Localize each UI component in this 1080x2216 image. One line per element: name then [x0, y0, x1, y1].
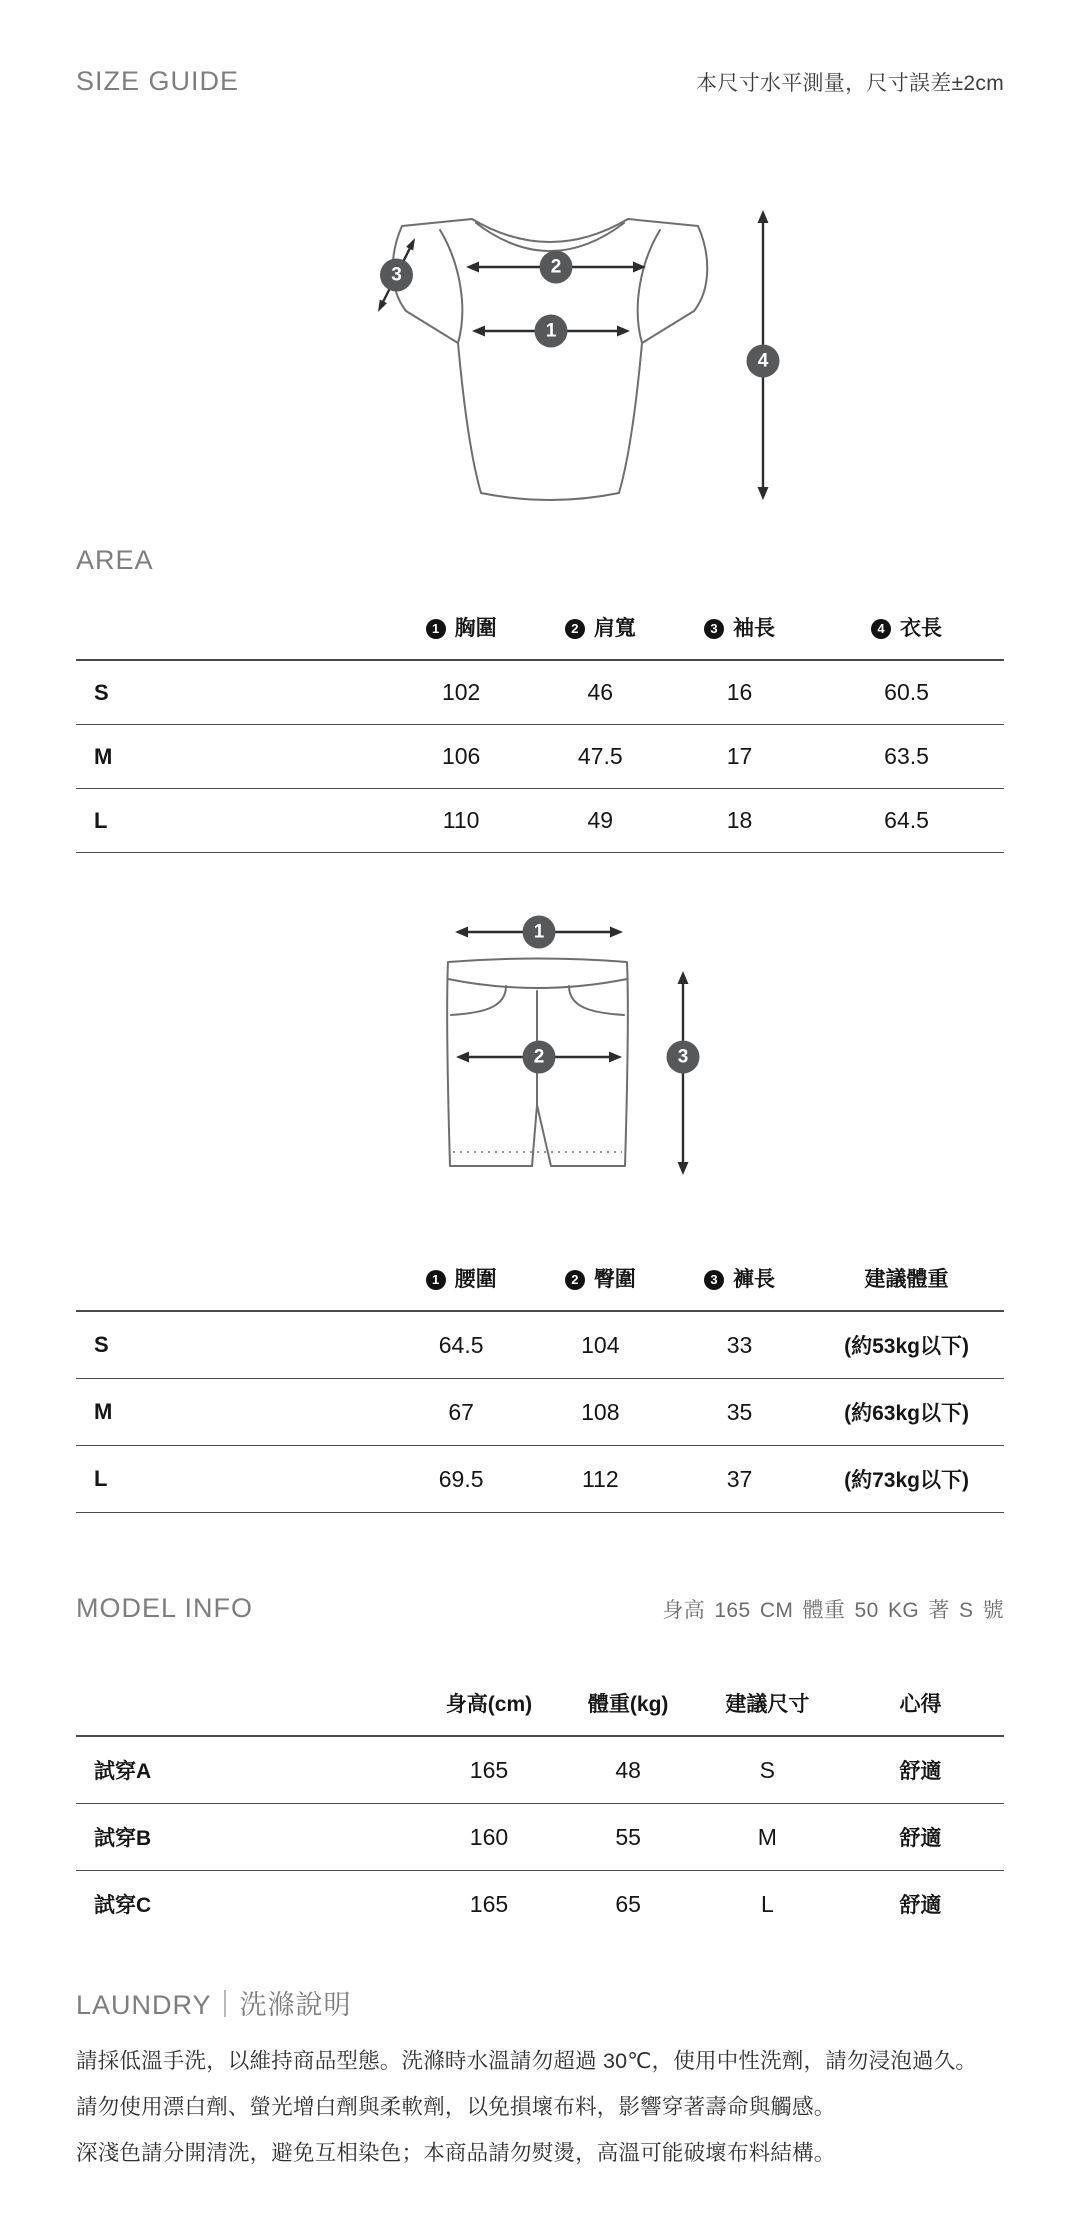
table-row: [76, 660, 1004, 725]
cell: 64.5: [809, 789, 1004, 853]
shorts-diagram: [76, 913, 1004, 1185]
table-row: [76, 1871, 1004, 1938]
laundry-heading: LAUNDRY｜洗滌說明: [76, 1990, 352, 2020]
cell: 16: [670, 660, 809, 725]
cell: 48: [559, 1736, 698, 1804]
cell: 37: [670, 1446, 809, 1513]
cell: 17: [670, 725, 809, 789]
cell: L: [760, 1890, 774, 1917]
bottom-size-table: [76, 1249, 1004, 1513]
cell: 47.5: [531, 725, 670, 789]
cell: 33: [670, 1311, 809, 1379]
shorts-marker-3: [667, 1041, 700, 1074]
badge-4-icon: 4: [871, 619, 891, 639]
table-row: [76, 789, 1004, 853]
cell: 65: [615, 1890, 641, 1917]
measurement-note: 本尺寸水平測量，尺寸誤差±2cm: [696, 72, 1004, 95]
column-header-chest: 1 胸圍: [392, 598, 531, 660]
cell: 35: [670, 1379, 809, 1446]
cell: 67: [392, 1379, 531, 1446]
fit-test-table: [76, 1674, 1004, 1937]
column-header-sleeve: 3 袖長: [670, 598, 809, 660]
shorts-marker-1: [523, 916, 556, 949]
svg-text:3: 3: [391, 264, 402, 286]
care-line: 請採低溫手洗，以維持商品型態。洗滌時水溫請勿超過 30℃，使用中性洗劑，請勿浸泡過久。: [76, 2049, 978, 2073]
size-label: L: [76, 1446, 392, 1513]
tester-column-header: [76, 1674, 419, 1736]
table-header-row: [76, 598, 1004, 660]
cell: 舒適: [837, 1804, 1004, 1871]
table-header-row: [76, 1249, 1004, 1311]
badge-1-icon: 1: [426, 1270, 446, 1290]
cell: 165: [419, 1736, 558, 1804]
cell: 69.5: [392, 1446, 531, 1513]
svg-text:3: 3: [677, 1046, 689, 1068]
table-header-row: [76, 1674, 1004, 1736]
column-header-suggested-weight: 建議體重: [809, 1249, 1004, 1311]
model-info-header: [76, 1593, 1004, 1624]
size-label: M: [76, 1379, 392, 1446]
tshirt-marker-4: [747, 345, 780, 378]
size-label: S: [76, 660, 392, 725]
badge-2-icon: 2: [565, 1270, 585, 1290]
top-size-table: [76, 598, 1004, 853]
cell: 160: [419, 1804, 558, 1871]
column-header-pants-length: 3 褲長: [670, 1249, 809, 1311]
shorts-diagram-svg: [420, 913, 750, 1185]
care-instructions: [76, 2038, 1004, 2176]
size-label: M: [76, 725, 392, 789]
cell: (約73kg以下): [809, 1446, 1004, 1513]
model-stats: 身高 165 CM 體重 50 KG 著 S 號: [662, 1599, 1004, 1622]
shorts-marker-2: [523, 1041, 556, 1074]
table-row: [76, 1446, 1004, 1513]
size-column-header: [76, 598, 392, 660]
badge-1-icon: 1: [426, 619, 446, 639]
table-row: [76, 1379, 1004, 1446]
cell: 49: [531, 789, 670, 853]
model-info-heading: MODEL INFO: [76, 1593, 254, 1623]
tester-label: 試穿C: [94, 1894, 152, 1917]
cell: 104: [531, 1311, 670, 1379]
column-header-waist: 1 腰圍: [392, 1249, 531, 1311]
tshirt-diagram: [76, 193, 1004, 515]
column-header-weight: 體重(kg): [559, 1674, 698, 1736]
tshirt-marker-1: [535, 315, 568, 348]
tester-label: 試穿A: [76, 1736, 419, 1804]
svg-text:2: 2: [550, 256, 562, 278]
svg-text:2: 2: [533, 1046, 545, 1068]
tshirt-marker-3: [380, 259, 413, 292]
tester-label: 試穿B: [76, 1804, 419, 1871]
cell: 64.5: [392, 1311, 531, 1379]
cell: 63.5: [809, 725, 1004, 789]
cell: 108: [531, 1379, 670, 1446]
tshirt-marker-2: [540, 251, 573, 284]
column-header-shoulder: 2 肩寬: [531, 598, 670, 660]
size-label: L: [76, 789, 392, 853]
badge-3-icon: 3: [704, 619, 724, 639]
cell: 舒適: [837, 1736, 1004, 1804]
column-header-feedback: 心得: [837, 1674, 1004, 1736]
size-label: S: [76, 1311, 392, 1379]
svg-text:1: 1: [545, 320, 557, 342]
cell: M: [698, 1804, 837, 1871]
badge-2-icon: 2: [565, 619, 585, 639]
cell: 106: [392, 725, 531, 789]
column-header-suggested-size: 建議尺寸: [698, 1674, 837, 1736]
table-row: [76, 725, 1004, 789]
cell: 55: [559, 1804, 698, 1871]
table-row: [76, 1311, 1004, 1379]
cell: 46: [531, 660, 670, 725]
cell: 102: [392, 660, 531, 725]
size-column-header: [76, 1249, 392, 1311]
area-heading: AREA: [76, 545, 154, 575]
care-line: 請勿使用漂白劑、螢光增白劑與柔軟劑，以免損壞布料，影響穿著壽命與觸感。: [76, 2095, 836, 2119]
cell: 112: [531, 1446, 670, 1513]
column-header-height: 身高(cm): [419, 1674, 558, 1736]
page-header: [76, 66, 1004, 97]
cell: (約63kg以下): [809, 1379, 1004, 1446]
column-header-length: 4 衣長: [809, 598, 1004, 660]
cell: 165: [469, 1890, 509, 1917]
cell: (約53kg以下): [809, 1311, 1004, 1379]
svg-text:1: 1: [533, 921, 545, 943]
cell: S: [698, 1736, 837, 1804]
cell: 舒適: [899, 1894, 942, 1917]
badge-3-icon: 3: [704, 1270, 724, 1290]
table-row: [76, 1736, 1004, 1804]
svg-text:4: 4: [757, 350, 769, 372]
cell: 60.5: [809, 660, 1004, 725]
page-title: SIZE GUIDE: [76, 66, 240, 96]
care-line: 深淺色請分開清洗，避免互相染色；本商品請勿熨燙，高溫可能破壞布料結構。: [76, 2141, 836, 2165]
table-row: [76, 1804, 1004, 1871]
cell: 18: [670, 789, 809, 853]
tshirt-diagram-svg: [270, 193, 810, 515]
cell: 110: [392, 789, 531, 853]
column-header-hip: 2 臀圍: [531, 1249, 670, 1311]
